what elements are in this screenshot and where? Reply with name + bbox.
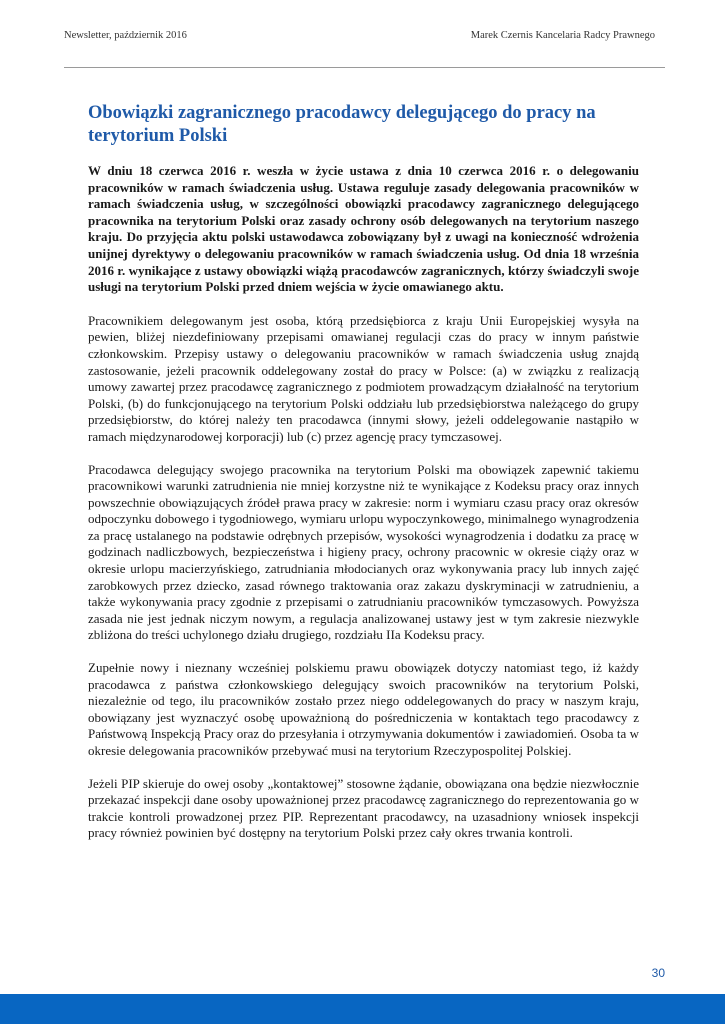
header-divider	[64, 67, 665, 68]
newsletter-date: Newsletter, październik 2016	[64, 30, 187, 41]
paragraph-4: Jeżeli PIP skieruje do owej osoby „kontaktowej” stosowne żądanie, obowiązana ona będzie niezwłocznie przekazać inspekcji dane osoby upoważnionej przez pracodawcę zagranicznego do reprezentowania go w trakcie kontroli prowadzonej przez PIP. Reprezentant pracodawcy, na uzasadniony wniosek inspekcji pracy również powinien być dostępny na terytorium Polski przez cały okres trwania kontroli.	[88, 775, 639, 841]
article-body	[88, 163, 639, 858]
footer-bar	[0, 994, 725, 1024]
paragraph-3: Zupełnie nowy i nieznany wcześniej polskiemu prawu obowiązek dotyczy natomiast tego, iż każdy pracodawca z państwa członkowskiego delegujący swoich pracowników na terytorium Polski, niezależnie od tego, ilu pracowników zostało przez niego oddelegowanych do pracy w naszym kraju, obowiązany jest wyznaczyć osobę upoważnioną do pośredniczenia w kontaktach tego pracodawcy z Państwową Inspekcją Pracy oraz do przesyłania i otrzymywania dokumentów i zawiadomień. Osoba ta w okresie delegowania pracowników przebywać musi na terytorium Rzeczypospolitej Polskiej.	[88, 660, 639, 758]
paragraph-2: Pracodawca delegujący swojego pracownika na terytorium Polski ma obowiązek zapewnić takiemu pracownikowi warunki zatrudnienia nie mniej korzystne niż te wynikające z Kodeksu pracy oraz innych powszechnie obowiązujących źródeł prawa pracy w zakresie: norm i wymiaru czasu pracy oraz okresów odpoczynku dobowego i tygodniowego, wymiaru urlopu wypoczynkowego, minimalnego wynagrodzenia za pracę ustalanego na podstawie odrębnych przepisów, wysokości wynagrodzenia i dodatku za pracę w godzinach nadliczbowych, bezpieczeństwa i higieny pracy, ochrony pracownic w okresie ciąży oraz w okresie urlopu macierzyńskiego, zatrudniania młodocianych oraz wykonywania pracy lub innych zajęć zarobkowych przez dziecko, zasad równego traktowania oraz zakazu dyskryminacji w zatrudnieniu, a także wykonywania pracy zgodnie z przepisami o zatrudnianiu pracowników tymczasowych. Powyższa zasada nie jest jednak niczym nowym, a regulacja analizowanej ustawy jest w tym zakresie niezwykle zbliżona do treści uchylonego działu drugiego, rozdziału IIa Kodeksu pracy.	[88, 461, 639, 643]
paragraph-1: Pracownikiem delegowanym jest osoba, którą przedsiębiorca z kraju Unii Europejskiej wysyła na pewien, bliżej niezdefiniowany przepisami omawianej regulacji czas do pracy w innym państwie członkowskim. Przepisy ustawy o delegowaniu pracowników w ramach świadczenia usług znajdą zastosowanie, jeżeli pracownik oddelegowany został do pracy w Polsce: (a) w związku z realizacją umowy zawartej przez pracodawcę zagranicznego z podmiotem prowadzącym działalność na terytorium Polski, (b) do funkcjonującego na terytorium Polski oddziału lub przedsiębiorstwa należącego do grupy przedsiębiorstw, do której należy ten pracodawca (innymi słowy, jeżeli oddelegowanie nastąpiło w ramach międzynarodowej korporacji) lub (c) przez agencję pracy tymczasowej.	[88, 312, 639, 444]
firm-name: Marek Czernis Kancelaria Radcy Prawnego	[470, 30, 655, 41]
article-title: Obowiązki zagranicznego pracodawcy delegującego do pracy na terytorium Polski	[88, 103, 596, 146]
article-lead: W dniu 18 czerwca 2016 r. weszła w życie ustawa z dnia 10 czerwca 2016 r. o delegowaniu pracowników w ramach świadczenia usług. Ustawa reguluje zasady delegowania pracowników w ramach świadczenia usług, w szczególności obowiązki pracodawcy zagranicznego delegującego pracownika na terytorium Polski oraz zasady ochrony osób delegowanych na terytorium naszego kraju. Do przyjęcia aktu polski ustawodawca zobowiązany był z uwagi na konieczność wdrożenia unijnej dyrektywy o delegowaniu pracowników w ramach świadczenia usług. Od dnia 18 września 2016 r. wynikające z ustawy obowiązki wiążą pracodawców zagranicznych, którzy świadczyli swoje usługi na terytorium Polski przed dniem wejścia w życie omawianego aktu.	[88, 163, 639, 295]
page-number: 30	[651, 966, 665, 980]
page-header	[64, 30, 655, 50]
